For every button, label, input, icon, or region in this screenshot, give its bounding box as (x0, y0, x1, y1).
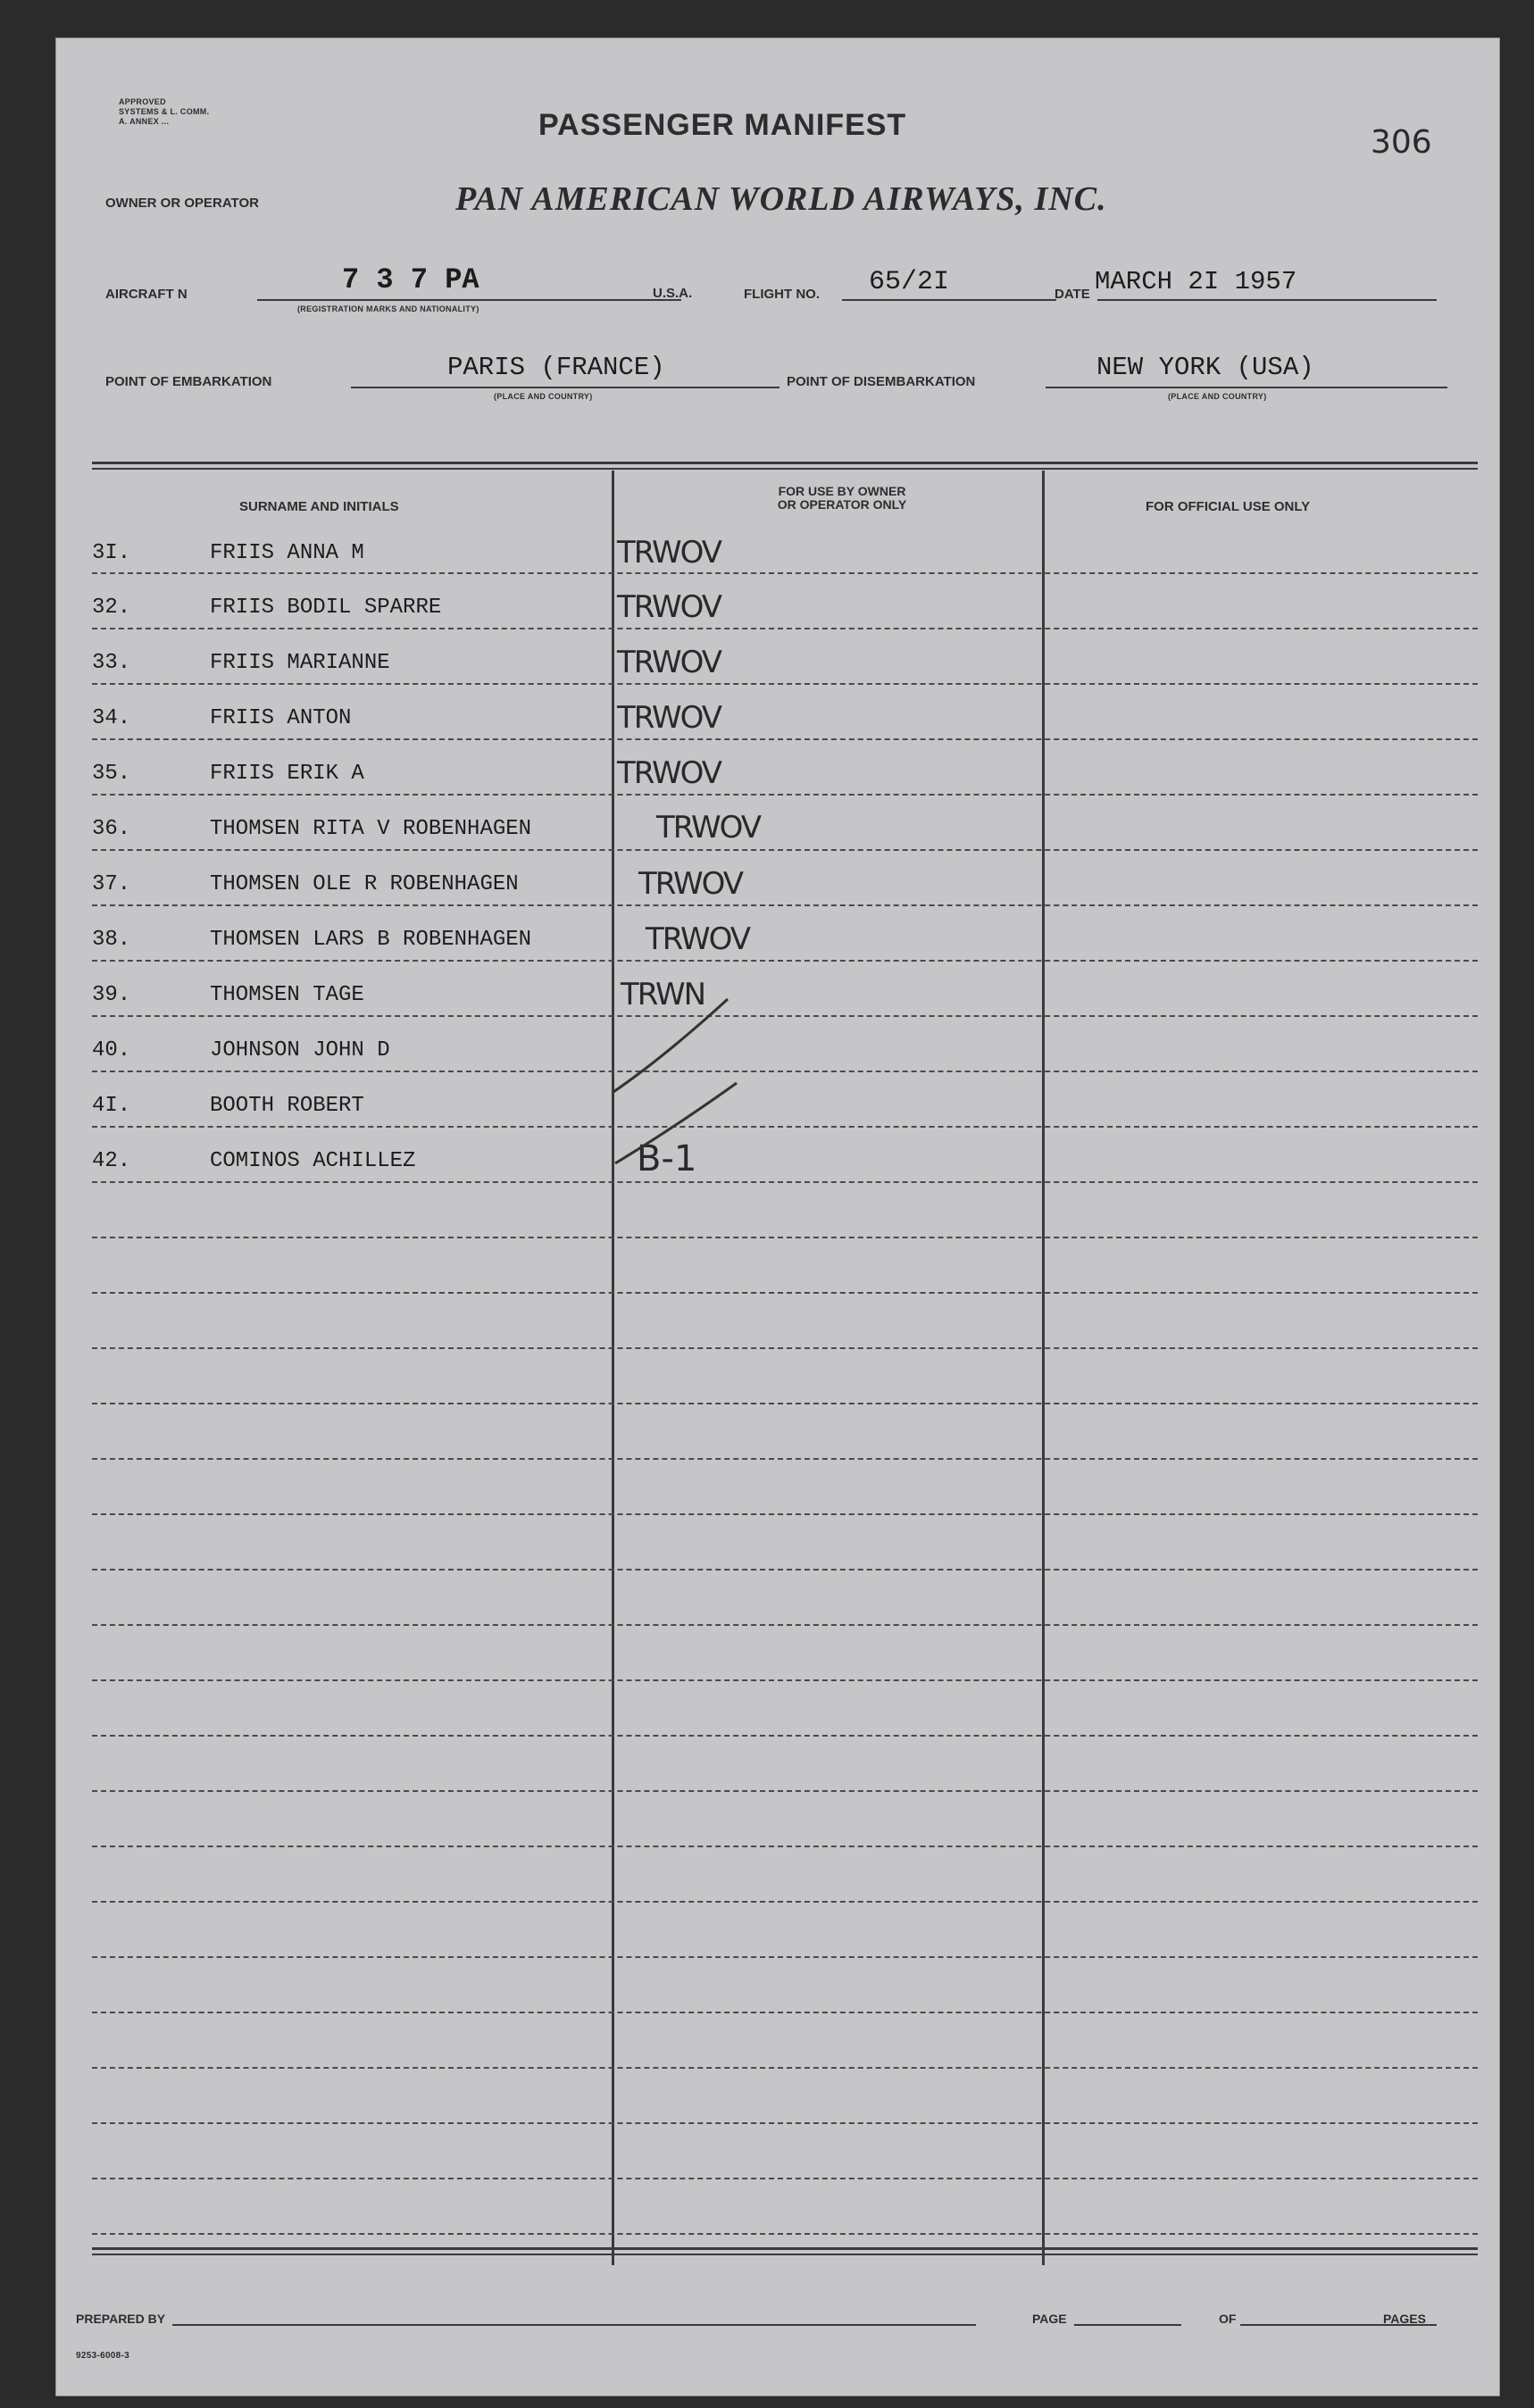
row-rule (92, 794, 1478, 796)
row-number: 37. (92, 872, 131, 896)
stamp-line-3: A. ANNEX ... (119, 117, 170, 126)
disembark-label: POINT OF DISEMBARKATION (787, 374, 976, 389)
owner-mark: TRWN (621, 977, 705, 1012)
row-rule (92, 1846, 1478, 1847)
aircraft-underline (257, 299, 681, 301)
of-label: OF (1219, 2312, 1237, 2326)
table-top-rule-1 (92, 462, 1478, 464)
owner-value: PAN AMERICAN WORLD AIRWAYS, INC. (455, 180, 1107, 218)
row-rule (92, 1735, 1478, 1737)
manifest-sheet (55, 37, 1500, 2396)
page-title: PASSENGER MANIFEST (538, 108, 907, 142)
date-underline (1097, 299, 1437, 301)
row-rule (92, 1624, 1478, 1626)
column-header-owner-line2: OR OPERATOR ONLY (777, 497, 907, 512)
prepared-by-underline (172, 2324, 976, 2326)
row-rule (92, 1790, 1478, 1792)
passenger-name: FRIIS ERIK A (210, 762, 364, 786)
embark-underline (351, 387, 780, 388)
embark-sub: (PLACE AND COUNTRY) (494, 392, 593, 401)
page-underline (1074, 2324, 1181, 2326)
disembark-sub: (PLACE AND COUNTRY) (1168, 392, 1267, 401)
row-number: 3I. (92, 541, 131, 565)
page-label: PAGE (1032, 2312, 1067, 2326)
column-header-surname: SURNAME AND INITIALS (239, 499, 399, 514)
passenger-name: FRIIS ANTON (210, 706, 352, 730)
row-rule (92, 572, 1478, 574)
row-rule (92, 1901, 1478, 1903)
owner-mark: B-1 (637, 1138, 697, 1179)
column-header-official: FOR OFFICIAL USE ONLY (1146, 499, 1311, 514)
date-value: MARCH 2I 1957 (1095, 267, 1297, 296)
passenger-name: THOMSEN LARS B ROBENHAGEN (210, 928, 532, 952)
column-header-owner (735, 485, 949, 512)
row-rule (92, 904, 1478, 906)
row-rule (92, 1679, 1478, 1681)
owner-label: OWNER OR OPERATOR (105, 196, 259, 211)
aircraft-sub: (REGISTRATION MARKS AND NATIONALITY) (297, 304, 479, 313)
stamp-line-1: APPROVED (119, 97, 166, 106)
row-rule (92, 1237, 1478, 1238)
embark-value: PARIS (FRANCE) (447, 353, 665, 382)
owner-mark: TRWOV (617, 645, 721, 680)
row-rule (92, 2122, 1478, 2124)
passenger-name: THOMSEN RITA V ROBENHAGEN (210, 817, 532, 841)
row-rule (92, 1181, 1478, 1183)
owner-mark: TRWOV (646, 921, 750, 957)
row-rule (92, 960, 1478, 962)
row-number: 39. (92, 983, 131, 1007)
table-bottom-rule-1 (92, 2247, 1478, 2250)
row-rule (92, 1458, 1478, 1460)
owner-mark: TRWOV (617, 589, 721, 625)
aircraft-label: AIRCRAFT N (105, 287, 188, 302)
column-header-owner-line1: FOR USE BY OWNER (778, 484, 906, 498)
page-number: 306 (1371, 124, 1432, 161)
row-rule (92, 1403, 1478, 1404)
handwritten-strike (612, 994, 790, 1172)
row-rule (92, 2012, 1478, 2013)
row-number: 38. (92, 928, 131, 952)
table-top-rule-2 (92, 468, 1478, 470)
table-bottom-rule-2 (92, 2254, 1478, 2255)
stamp-line-2: SYSTEMS & L. COMM. (119, 107, 210, 116)
row-rule (92, 1569, 1478, 1571)
pages-label: PAGES (1383, 2312, 1426, 2326)
aircraft-value: 7 3 7 PA (342, 263, 479, 296)
passenger-name: FRIIS MARIANNE (210, 651, 390, 675)
owner-mark: TRWOV (617, 755, 721, 791)
flight-label: FLIGHT NO. (744, 287, 820, 302)
row-number: 32. (92, 596, 131, 620)
passenger-name: FRIIS ANNA M (210, 541, 364, 565)
passenger-name: FRIIS BODIL SPARRE (210, 596, 442, 620)
passenger-name: THOMSEN TAGE (210, 983, 364, 1007)
row-number: 33. (92, 651, 131, 675)
row-number: 36. (92, 817, 131, 841)
row-rule (92, 2233, 1478, 2235)
row-rule (92, 683, 1478, 685)
flight-underline (842, 299, 1056, 301)
flight-value: 65/2I (869, 267, 950, 297)
owner-mark: TRWOV (638, 866, 743, 902)
owner-mark: TRWOV (656, 810, 761, 846)
row-number: 4I. (92, 1094, 131, 1118)
row-number: 35. (92, 762, 131, 786)
row-number: 40. (92, 1038, 131, 1062)
usa-label: U.S.A. (653, 286, 693, 301)
owner-mark: TRWOV (617, 700, 721, 736)
row-rule (92, 1513, 1478, 1515)
date-label: DATE (1055, 287, 1090, 302)
row-rule (92, 2178, 1478, 2179)
passenger-name: BOOTH ROBERT (210, 1094, 364, 1118)
prepared-by-label: PREPARED BY (76, 2312, 166, 2326)
row-rule (92, 1347, 1478, 1349)
disembark-underline (1046, 387, 1447, 388)
disembark-value: NEW YORK (USA) (1096, 353, 1314, 382)
row-rule (92, 738, 1478, 740)
embark-label: POINT OF EMBARKATION (105, 374, 272, 389)
row-rule (92, 1956, 1478, 1958)
row-rule (92, 849, 1478, 851)
form-number: 9253-6008-3 (76, 2351, 130, 2361)
row-rule (92, 1292, 1478, 1294)
passenger-name: COMINOS ACHILLEZ (210, 1149, 416, 1173)
owner-mark: TRWOV (617, 535, 721, 571)
row-number: 34. (92, 706, 131, 730)
passenger-name: THOMSEN OLE R ROBENHAGEN (210, 872, 519, 896)
row-number: 42. (92, 1149, 131, 1173)
approval-stamp (119, 97, 209, 127)
row-rule (92, 2067, 1478, 2069)
row-rule (92, 628, 1478, 629)
passenger-name: JOHNSON JOHN D (210, 1038, 390, 1062)
